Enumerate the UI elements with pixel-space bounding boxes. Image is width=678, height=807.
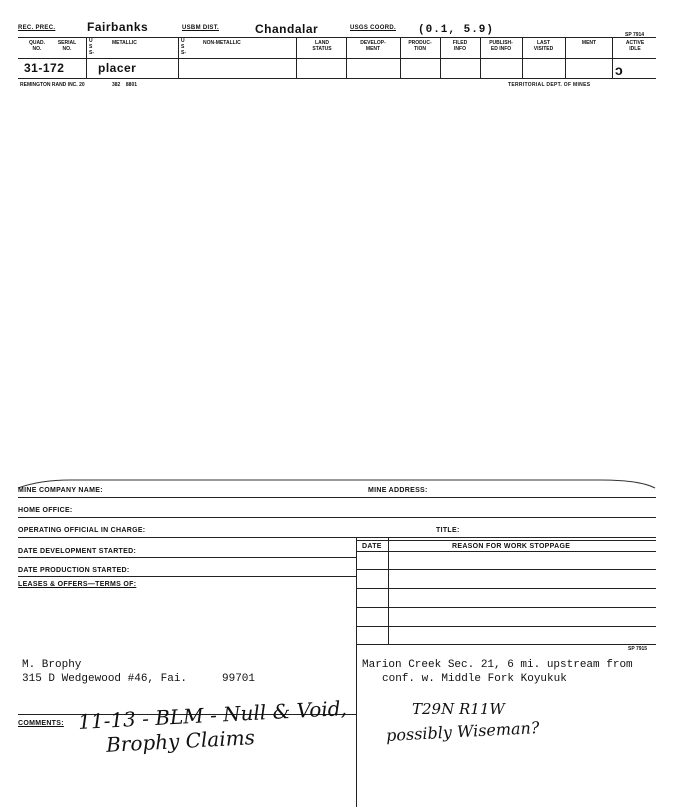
handwritten-wiseman: possibly Wiseman? [385, 717, 540, 746]
active-mark: ↄ [615, 62, 623, 78]
col-quad-label: QUAD. NO. [28, 40, 46, 52]
col-metallic-prefix: U S S- [89, 38, 94, 56]
col-last-visited-label: LAST VISITED [533, 40, 554, 52]
operating-official-label: OPERATING OFFICIAL IN CHARGE: [18, 527, 146, 534]
col-nonmetallic-prefix: U S S- [181, 38, 186, 56]
col-blank-label: MENT [581, 40, 597, 46]
col-development-label: DEVELOP- MENT [360, 40, 386, 52]
handwritten-comment-2: Brophy Claims [105, 725, 256, 757]
title-label: TITLE: [436, 527, 460, 534]
owner-zip: 99701 [222, 673, 256, 685]
usgs-coord-value: (0.1, 5.9) [418, 24, 495, 36]
handwritten-township: T29N R11W [412, 700, 505, 718]
printer-footer: REMINGTON RAND INC. 20 [20, 82, 85, 88]
col-nonmetallic-label: NON-METALLIC [203, 40, 241, 46]
serial-value: 31-172 [24, 61, 65, 75]
owner-name: M. Brophy [22, 659, 82, 671]
territorial-footer: TERRITORIAL DEPT. OF MINES [508, 82, 591, 88]
location-line-2: conf. w. Middle Fork Koyukuk [382, 673, 567, 685]
home-office-label: HOME OFFICE: [18, 507, 73, 514]
date-production-label: DATE PRODUCTION STARTED: [18, 567, 130, 574]
col-published-info-label: PUBLISH- ED INFO [489, 40, 513, 52]
col-production-label: PRODUC- TION [408, 40, 432, 52]
col-active-idle-label: ACTIVE IDLE [625, 40, 645, 52]
usgs-coord-label: USGS COORD. [350, 25, 396, 31]
mine-company-label: MINE COMPANY NAME: [18, 487, 103, 494]
metallic-value: placer [98, 61, 137, 75]
reason-header: REASON FOR WORK STOPPAGE [452, 543, 571, 550]
col-filed-info-label: FILED INFO [452, 40, 468, 52]
rec-prec-label: REC. PREC. [18, 25, 56, 31]
rec-prec-value: Fairbanks [87, 20, 149, 34]
owner-address: 315 D Wedgewood #46, Fai. [22, 673, 188, 685]
col-metallic-label: METALLIC [112, 40, 137, 46]
usbm-dist-value: Chandalar [255, 22, 319, 36]
location-line-1: Marion Creek Sec. 21, 6 mi. upstream from [362, 659, 633, 671]
form-number-top: SP 7914 [625, 32, 645, 38]
col-land-status-label: LAND STATUS [312, 40, 332, 52]
printer-codes: 382 8801 [112, 82, 138, 88]
col-serial-label: SERIAL NO. [57, 40, 77, 52]
mine-address-label: MINE ADDRESS: [368, 487, 428, 494]
comments-label: COMMENTS: [18, 720, 64, 727]
date-development-label: DATE DEVELOPMENT STARTED: [18, 548, 137, 555]
date-header: DATE [362, 543, 382, 550]
form-number-bottom: SP 7915 [628, 646, 648, 652]
handwritten-comment-1: 11-13 - BLM - Null & Void, [77, 695, 348, 735]
leases-label: LEASES & OFFERS—TERMS OF: [18, 581, 137, 588]
usbm-dist-label: USBM DIST. [182, 25, 220, 31]
